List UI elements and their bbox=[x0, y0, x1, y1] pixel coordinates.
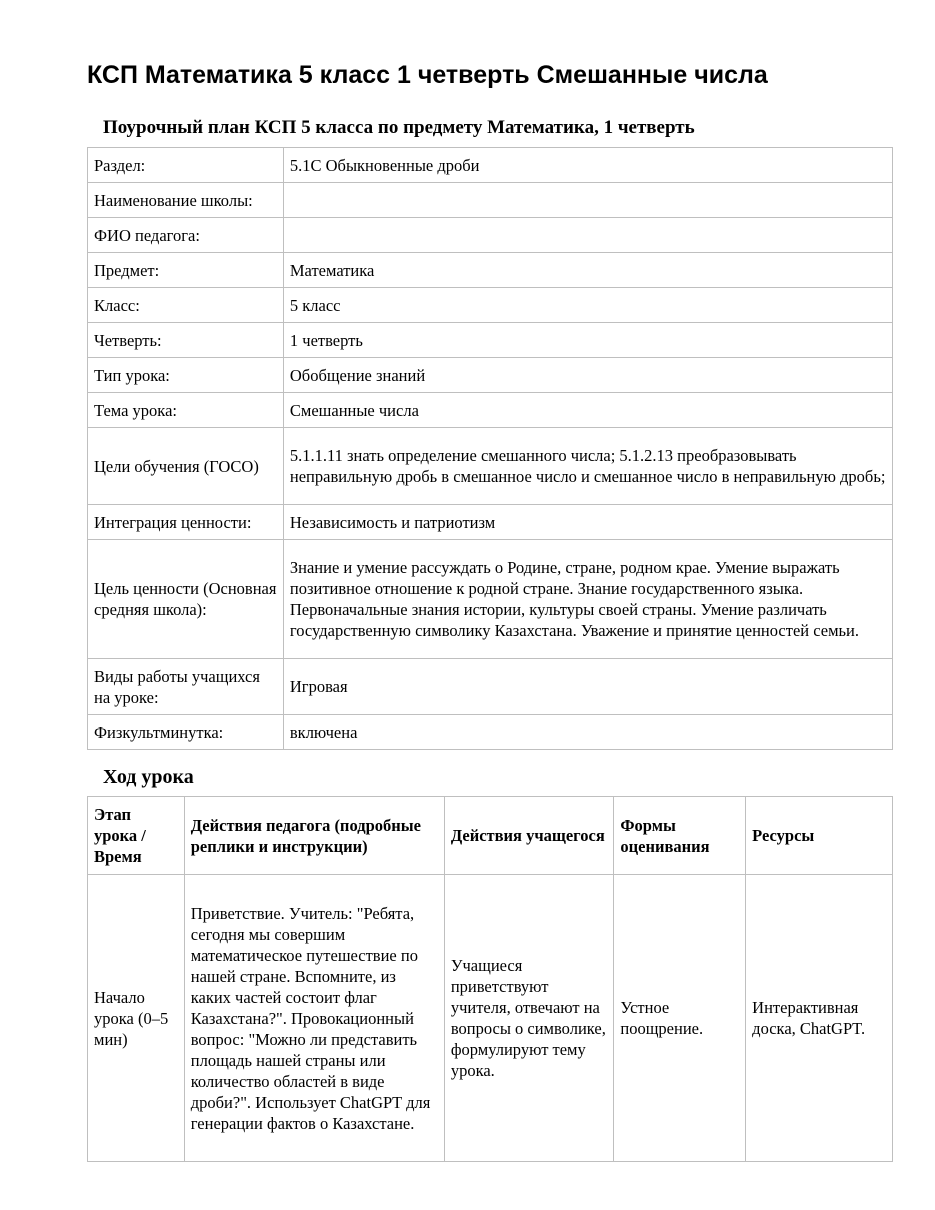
info-label: Предмет: bbox=[88, 253, 284, 288]
lesson-info-table bbox=[87, 147, 893, 750]
info-label: Класс: bbox=[88, 288, 284, 323]
info-label: Цель ценности (Основная средняя школа): bbox=[88, 540, 284, 659]
cell-student-actions: Учащиеся приветствуют учителя, отвечают на вопросы о символике, формулируют тему урока. bbox=[444, 875, 614, 1162]
info-row-value-integration bbox=[88, 505, 893, 540]
info-value: Смешанные числа bbox=[283, 393, 892, 428]
info-row-grade bbox=[88, 288, 893, 323]
info-value: Знание и умение рассуждать о Родине, стране, родном крае. Умение выражать позитивное отношение к родной стране. Знание государственного языка. Первоначальные знания истории, культуры своей страны. Умение различать государственную символику Казахстана. Уважение и принятие ценностей семьи. bbox=[283, 540, 892, 659]
info-row-school bbox=[88, 183, 893, 218]
document-title: КСП Математика 5 класс 1 четверть Смешанные числа bbox=[87, 61, 768, 89]
info-row-physical-break bbox=[88, 715, 893, 750]
info-row-lesson-type bbox=[88, 358, 893, 393]
info-label: Тема урока: bbox=[88, 393, 284, 428]
info-value: включена bbox=[283, 715, 892, 750]
info-value bbox=[283, 183, 892, 218]
info-label: ФИО педагога: bbox=[88, 218, 284, 253]
info-value bbox=[283, 218, 892, 253]
info-value: Математика bbox=[283, 253, 892, 288]
column-header-stage: Этап урока / Время bbox=[88, 797, 185, 875]
info-value: Игровая bbox=[283, 659, 892, 715]
column-header-assessment: Формы оценивания bbox=[614, 797, 746, 875]
lesson-progress-table bbox=[87, 796, 893, 1162]
info-label: Четверть: bbox=[88, 323, 284, 358]
lesson-table-header-row bbox=[88, 797, 893, 875]
info-label: Раздел: bbox=[88, 148, 284, 183]
info-value: 5.1.1.11 знать определение смешанного числа; 5.1.2.13 преобразовывать неправильную дробь в смешанное число и смешанное число в неправильную дробь; bbox=[283, 428, 892, 505]
plan-heading: Поурочный план КСП 5 класса по предмету Математика, 1 четверть bbox=[103, 117, 695, 138]
info-row-work-types bbox=[88, 659, 893, 715]
info-value: Обобщение знаний bbox=[283, 358, 892, 393]
cell-teacher-actions: Приветствие. Учитель: "Ребята, сегодня мы совершим математическое путешествие по нашей стране. Вспомните, из каких частей состоит флаг Казахстана?". Провокационный вопрос: "Можно ли представить площадь нашей страны или количество областей в виде дроби?". Использует ChatGPT для генерации фактов о Казахстане. bbox=[184, 875, 444, 1162]
info-label: Наименование школы: bbox=[88, 183, 284, 218]
info-label: Интеграция ценности: bbox=[88, 505, 284, 540]
info-row-objectives bbox=[88, 428, 893, 505]
info-label: Цели обучения (ГОСО) bbox=[88, 428, 284, 505]
lesson-progress-heading: Ход урока bbox=[103, 766, 194, 788]
info-row-quarter bbox=[88, 323, 893, 358]
cell-resources: Интерактивная доска, ChatGPT. bbox=[746, 875, 893, 1162]
info-label: Тип урока: bbox=[88, 358, 284, 393]
cell-stage: Начало урока (0–5 мин) bbox=[88, 875, 185, 1162]
info-value: 1 четверть bbox=[283, 323, 892, 358]
info-value: Независимость и патриотизм bbox=[283, 505, 892, 540]
info-row-value-goal bbox=[88, 540, 893, 659]
info-row-subject bbox=[88, 253, 893, 288]
info-value: 5 класс bbox=[283, 288, 892, 323]
info-value: 5.1С Обыкновенные дроби bbox=[283, 148, 892, 183]
lesson-table-row bbox=[88, 875, 893, 1162]
info-row-section bbox=[88, 148, 893, 183]
column-header-resources: Ресурсы bbox=[746, 797, 893, 875]
info-label: Физкультминутка: bbox=[88, 715, 284, 750]
info-row-teacher bbox=[88, 218, 893, 253]
cell-assessment: Устное поощрение. bbox=[614, 875, 746, 1162]
info-row-topic bbox=[88, 393, 893, 428]
column-header-teacher-actions: Действия педагога (подробные реплики и инструкции) bbox=[184, 797, 444, 875]
column-header-student-actions: Действия учащегося bbox=[444, 797, 614, 875]
info-label: Виды работы учащихся на уроке: bbox=[88, 659, 284, 715]
